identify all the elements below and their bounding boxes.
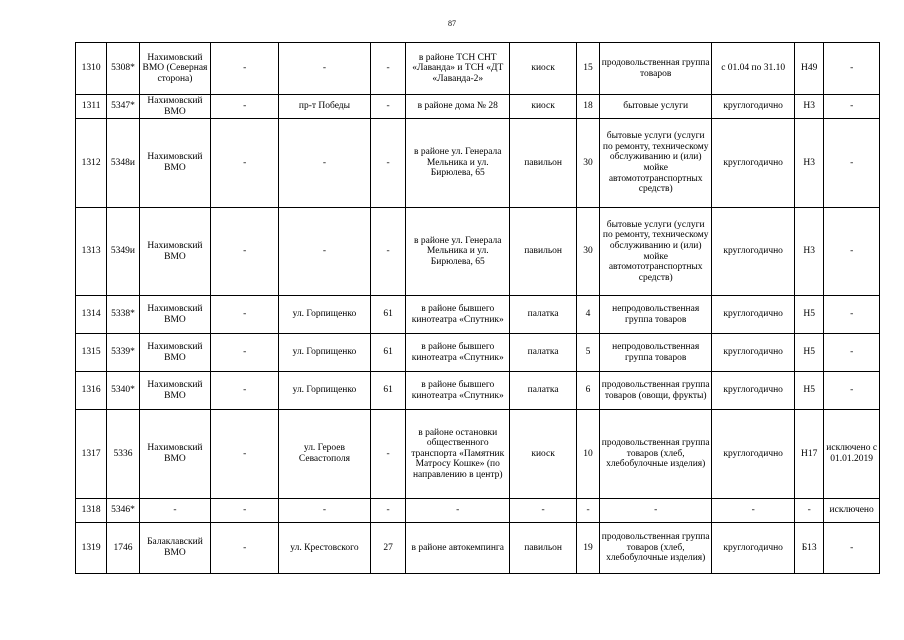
- area-cell: 15: [576, 43, 599, 95]
- object-id-cell: 5347*: [107, 95, 139, 119]
- landmark-cell: в районе ТСН СНТ «Лаванда» и ТСН «ДТ «Лаванда-2»: [406, 43, 510, 95]
- scheme-code-cell: Н5: [795, 296, 824, 334]
- settlement-cell: -: [211, 43, 279, 95]
- street-cell: ул. Крестовского: [278, 523, 370, 574]
- street-cell: -: [278, 208, 370, 296]
- table-row: [76, 523, 880, 574]
- specialization-cell: непродовольственная группа товаров: [600, 296, 712, 334]
- object-type-cell: -: [510, 499, 577, 523]
- landmark-cell: в районе дома № 28: [406, 95, 510, 119]
- table-row: [76, 43, 880, 95]
- settlement-cell: -: [211, 410, 279, 499]
- table-row: [76, 334, 880, 372]
- landmark-cell: в районе ул. Генерала Мельника и ул. Бирюлева, 65: [406, 208, 510, 296]
- street-cell: ул. Героев Севастополя: [278, 410, 370, 499]
- area-cell: 19: [576, 523, 599, 574]
- object-id-cell: 5336: [107, 410, 139, 499]
- street-cell: -: [278, 499, 370, 523]
- row-number-cell: 1311: [76, 95, 107, 119]
- district-cell: Балаклавский ВМО: [139, 523, 211, 574]
- note-cell: исключено: [824, 499, 880, 523]
- object-type-cell: павильон: [510, 208, 577, 296]
- area-cell: 18: [576, 95, 599, 119]
- street-cell: -: [278, 43, 370, 95]
- object-id-cell: 5348и: [107, 119, 139, 208]
- object-id-cell: 5346*: [107, 499, 139, 523]
- note-cell: -: [824, 43, 880, 95]
- house-cell: -: [370, 208, 405, 296]
- settlement-cell: -: [211, 208, 279, 296]
- settlement-cell: -: [211, 523, 279, 574]
- district-cell: Нахимовский ВМО: [139, 95, 211, 119]
- landmark-cell: в районе остановки общественного транспорта «Памятник Матросу Кошке» (по направлению в центр): [406, 410, 510, 499]
- landmark-cell: в районе бывшего кинотеатра «Спутник»: [406, 372, 510, 410]
- table-row: [76, 119, 880, 208]
- house-cell: -: [370, 499, 405, 523]
- note-cell: -: [824, 119, 880, 208]
- settlement-cell: -: [211, 95, 279, 119]
- settlement-cell: -: [211, 372, 279, 410]
- period-cell: -: [712, 499, 795, 523]
- row-number-cell: 1315: [76, 334, 107, 372]
- object-type-cell: палатка: [510, 334, 577, 372]
- house-cell: -: [370, 119, 405, 208]
- row-number-cell: 1312: [76, 119, 107, 208]
- page-number: 87: [448, 19, 456, 28]
- scheme-code-cell: Н3: [795, 208, 824, 296]
- object-id-cell: 5339*: [107, 334, 139, 372]
- settlement-cell: -: [211, 119, 279, 208]
- object-type-cell: павильон: [510, 523, 577, 574]
- period-cell: круглогодично: [712, 523, 795, 574]
- district-cell: Нахимовский ВМО (Северная сторона): [139, 43, 211, 95]
- period-cell: круглогодично: [712, 334, 795, 372]
- row-number-cell: 1310: [76, 43, 107, 95]
- table-row: [76, 499, 880, 523]
- scheme-code-cell: Н3: [795, 95, 824, 119]
- district-cell: Нахимовский ВМО: [139, 334, 211, 372]
- row-number-cell: 1319: [76, 523, 107, 574]
- object-id-cell: 5340*: [107, 372, 139, 410]
- table-row: [76, 296, 880, 334]
- note-cell: -: [824, 208, 880, 296]
- scheme-code-cell: Б13: [795, 523, 824, 574]
- specialization-cell: непродовольственная группа товаров: [600, 334, 712, 372]
- period-cell: круглогодично: [712, 208, 795, 296]
- object-id-cell: 5349и: [107, 208, 139, 296]
- table-row: [76, 410, 880, 499]
- row-number-cell: 1313: [76, 208, 107, 296]
- object-type-cell: киоск: [510, 410, 577, 499]
- period-cell: круглогодично: [712, 119, 795, 208]
- note-cell: -: [824, 523, 880, 574]
- specialization-cell: продовольственная группа товаров (хлеб, хлебобулочные изделия): [600, 410, 712, 499]
- street-cell: пр-т Победы: [278, 95, 370, 119]
- landmark-cell: в районе автокемпинга: [406, 523, 510, 574]
- object-type-cell: киоск: [510, 43, 577, 95]
- area-cell: 30: [576, 119, 599, 208]
- house-cell: -: [370, 410, 405, 499]
- scheme-code-cell: Н17: [795, 410, 824, 499]
- district-cell: Нахимовский ВМО: [139, 119, 211, 208]
- district-cell: Нахимовский ВМО: [139, 372, 211, 410]
- scheme-code-cell: Н5: [795, 372, 824, 410]
- object-type-cell: палатка: [510, 372, 577, 410]
- period-cell: круглогодично: [712, 372, 795, 410]
- district-cell: Нахимовский ВМО: [139, 296, 211, 334]
- note-cell: -: [824, 372, 880, 410]
- area-cell: 4: [576, 296, 599, 334]
- scheme-code-cell: Н3: [795, 119, 824, 208]
- specialization-cell: бытовые услуги (услуги по ремонту, техническому обслуживанию и (или) мойке автомототранспортных средств): [600, 119, 712, 208]
- note-cell: -: [824, 296, 880, 334]
- table-body: [76, 43, 880, 574]
- note-cell: -: [824, 95, 880, 119]
- trade-objects-table: [75, 42, 880, 574]
- row-number-cell: 1317: [76, 410, 107, 499]
- row-number-cell: 1316: [76, 372, 107, 410]
- street-cell: ул. Горпищенко: [278, 296, 370, 334]
- scheme-code-cell: Н5: [795, 334, 824, 372]
- scheme-code-cell: -: [795, 499, 824, 523]
- settlement-cell: -: [211, 334, 279, 372]
- house-cell: -: [370, 43, 405, 95]
- street-cell: -: [278, 119, 370, 208]
- note-cell: исключено с 01.01.2019: [824, 410, 880, 499]
- landmark-cell: в районе бывшего кинотеатра «Спутник»: [406, 296, 510, 334]
- period-cell: круглогодично: [712, 410, 795, 499]
- specialization-cell: продовольственная группа товаров: [600, 43, 712, 95]
- house-cell: -: [370, 95, 405, 119]
- street-cell: ул. Горпищенко: [278, 372, 370, 410]
- settlement-cell: -: [211, 296, 279, 334]
- period-cell: с 01.04 по 31.10: [712, 43, 795, 95]
- table-row: [76, 372, 880, 410]
- object-type-cell: киоск: [510, 95, 577, 119]
- object-type-cell: павильон: [510, 119, 577, 208]
- period-cell: круглогодично: [712, 296, 795, 334]
- scheme-code-cell: Н49: [795, 43, 824, 95]
- landmark-cell: в районе ул. Генерала Мельника и ул. Бирюлева, 65: [406, 119, 510, 208]
- house-cell: 61: [370, 334, 405, 372]
- district-cell: Нахимовский ВМО: [139, 410, 211, 499]
- table-row: [76, 95, 880, 119]
- house-cell: 61: [370, 372, 405, 410]
- specialization-cell: -: [600, 499, 712, 523]
- row-number-cell: 1314: [76, 296, 107, 334]
- landmark-cell: -: [406, 499, 510, 523]
- period-cell: круглогодично: [712, 95, 795, 119]
- district-cell: -: [139, 499, 211, 523]
- specialization-cell: продовольственная группа товаров (хлеб, хлебобулочные изделия): [600, 523, 712, 574]
- specialization-cell: бытовые услуги: [600, 95, 712, 119]
- table-row: [76, 208, 880, 296]
- specialization-cell: продовольственная группа товаров (овощи, фрукты): [600, 372, 712, 410]
- settlement-cell: -: [211, 499, 279, 523]
- object-id-cell: 1746: [107, 523, 139, 574]
- area-cell: 5: [576, 334, 599, 372]
- area-cell: 6: [576, 372, 599, 410]
- area-cell: 30: [576, 208, 599, 296]
- house-cell: 61: [370, 296, 405, 334]
- object-id-cell: 5308*: [107, 43, 139, 95]
- object-id-cell: 5338*: [107, 296, 139, 334]
- area-cell: -: [576, 499, 599, 523]
- area-cell: 10: [576, 410, 599, 499]
- landmark-cell: в районе бывшего кинотеатра «Спутник»: [406, 334, 510, 372]
- street-cell: ул. Горпищенко: [278, 334, 370, 372]
- row-number-cell: 1318: [76, 499, 107, 523]
- note-cell: -: [824, 334, 880, 372]
- district-cell: Нахимовский ВМО: [139, 208, 211, 296]
- house-cell: 27: [370, 523, 405, 574]
- specialization-cell: бытовые услуги (услуги по ремонту, техническому обслуживанию и (или) мойке автомототранспортных средств): [600, 208, 712, 296]
- object-type-cell: палатка: [510, 296, 577, 334]
